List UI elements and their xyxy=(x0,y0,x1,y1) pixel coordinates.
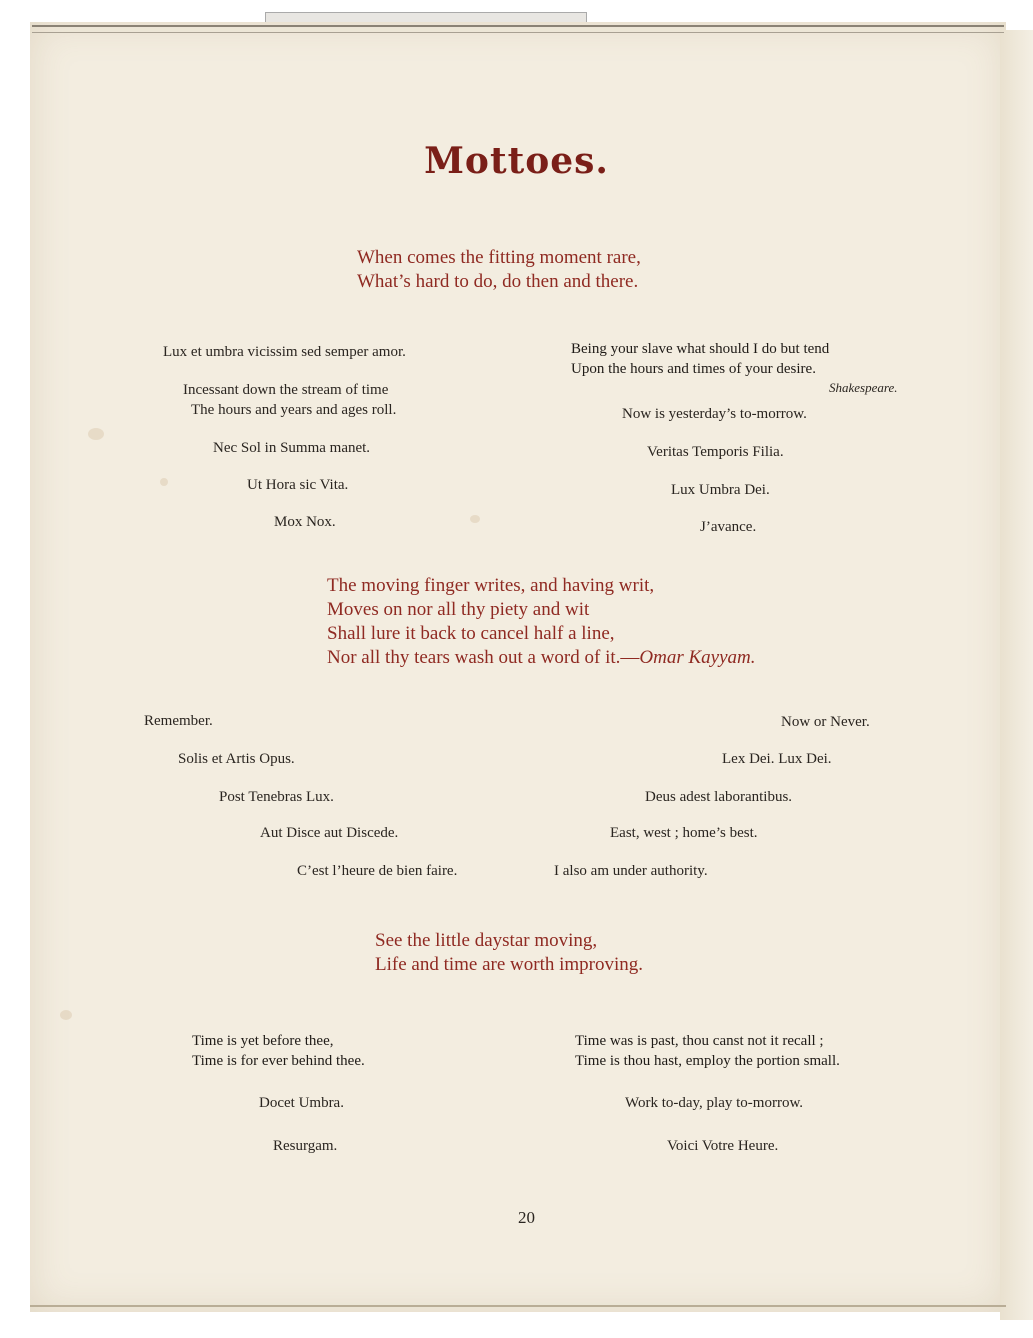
foxing-spot xyxy=(88,428,104,440)
motto: Docet Umbra. xyxy=(259,1095,344,1111)
motto: Aut Disce aut Discede. xyxy=(260,825,399,841)
motto: Post Tenebras Lux. xyxy=(219,789,334,805)
motto: Work to-day, play to-morrow. xyxy=(625,1095,804,1111)
motto: Now is yesterday’s to-morrow. xyxy=(622,406,807,422)
motto: I also am under authority. xyxy=(554,863,708,879)
quote-attribution: Shakespeare. xyxy=(829,380,898,395)
motto: Voici Votre Heure. xyxy=(667,1138,779,1154)
motto: Lux Umbra Dei. xyxy=(671,482,770,498)
verse-text: Nor all thy tears wash out a word of it.— xyxy=(327,647,640,668)
quote-line: Time is thou hast, employ the portion small. xyxy=(575,1053,840,1069)
motto: Remember. xyxy=(144,713,213,729)
motto: Veritas Temporis Filia. xyxy=(647,444,784,460)
quote-line: Being your slave what should I do but tend xyxy=(571,341,830,357)
motto: Nec Sol in Summa manet. xyxy=(213,440,371,456)
quote-line: Time is for ever behind thee. xyxy=(192,1053,365,1069)
motto: C’est l’heure de bien faire. xyxy=(297,863,458,879)
page-number: 20 xyxy=(518,1208,535,1227)
top-rule xyxy=(32,25,1004,33)
motto: Lux et umbra vicissim sed semper amor. xyxy=(163,344,406,360)
page-edge xyxy=(1000,30,1033,1320)
verse-line: Shall lure it back to cancel half a line, xyxy=(327,623,615,644)
foxing-spot xyxy=(60,1010,72,1020)
verse-line: Life and time are worth improving. xyxy=(375,954,644,975)
foxing-spot xyxy=(160,478,168,486)
quote-line: Time was is past, thou canst not it recall ; xyxy=(575,1033,824,1049)
verse-line: Moves on nor all thy piety and wit xyxy=(327,599,590,620)
verse-line: When comes the fitting moment rare, xyxy=(357,247,641,268)
quote-line: Time is yet before thee, xyxy=(192,1033,334,1049)
verse-line: See the little daystar moving, xyxy=(375,930,598,951)
verse-2 xyxy=(327,574,756,670)
motto: East, west ; home’s best. xyxy=(610,825,758,841)
page-title: Mottoes. xyxy=(424,140,609,182)
motto-line: The hours and years and ages roll. xyxy=(191,402,397,418)
motto: Now or Never. xyxy=(781,714,870,730)
verse-line: The moving finger writes, and having writ, xyxy=(327,575,655,596)
motto: Lex Dei. Lux Dei. xyxy=(722,751,832,767)
verse-attribution: Omar Kayyam. xyxy=(639,647,756,668)
verse-line xyxy=(327,646,756,670)
motto: Ut Hora sic Vita. xyxy=(247,477,349,493)
bottom-rule xyxy=(30,1305,1006,1307)
verse-line: What’s hard to do, do then and there. xyxy=(357,271,639,292)
motto: Resurgam. xyxy=(273,1138,338,1154)
motto-line: Incessant down the stream of time xyxy=(183,382,389,398)
motto: Solis et Artis Opus. xyxy=(178,751,295,767)
quote-line: Upon the hours and times of your desire. xyxy=(571,361,816,377)
motto: J’avance. xyxy=(700,519,757,535)
motto: Mox Nox. xyxy=(274,514,336,530)
verse-3 xyxy=(375,929,643,977)
verse-1 xyxy=(357,246,641,294)
foxing-spot xyxy=(470,515,480,523)
motto: Deus adest laborantibus. xyxy=(645,789,793,805)
